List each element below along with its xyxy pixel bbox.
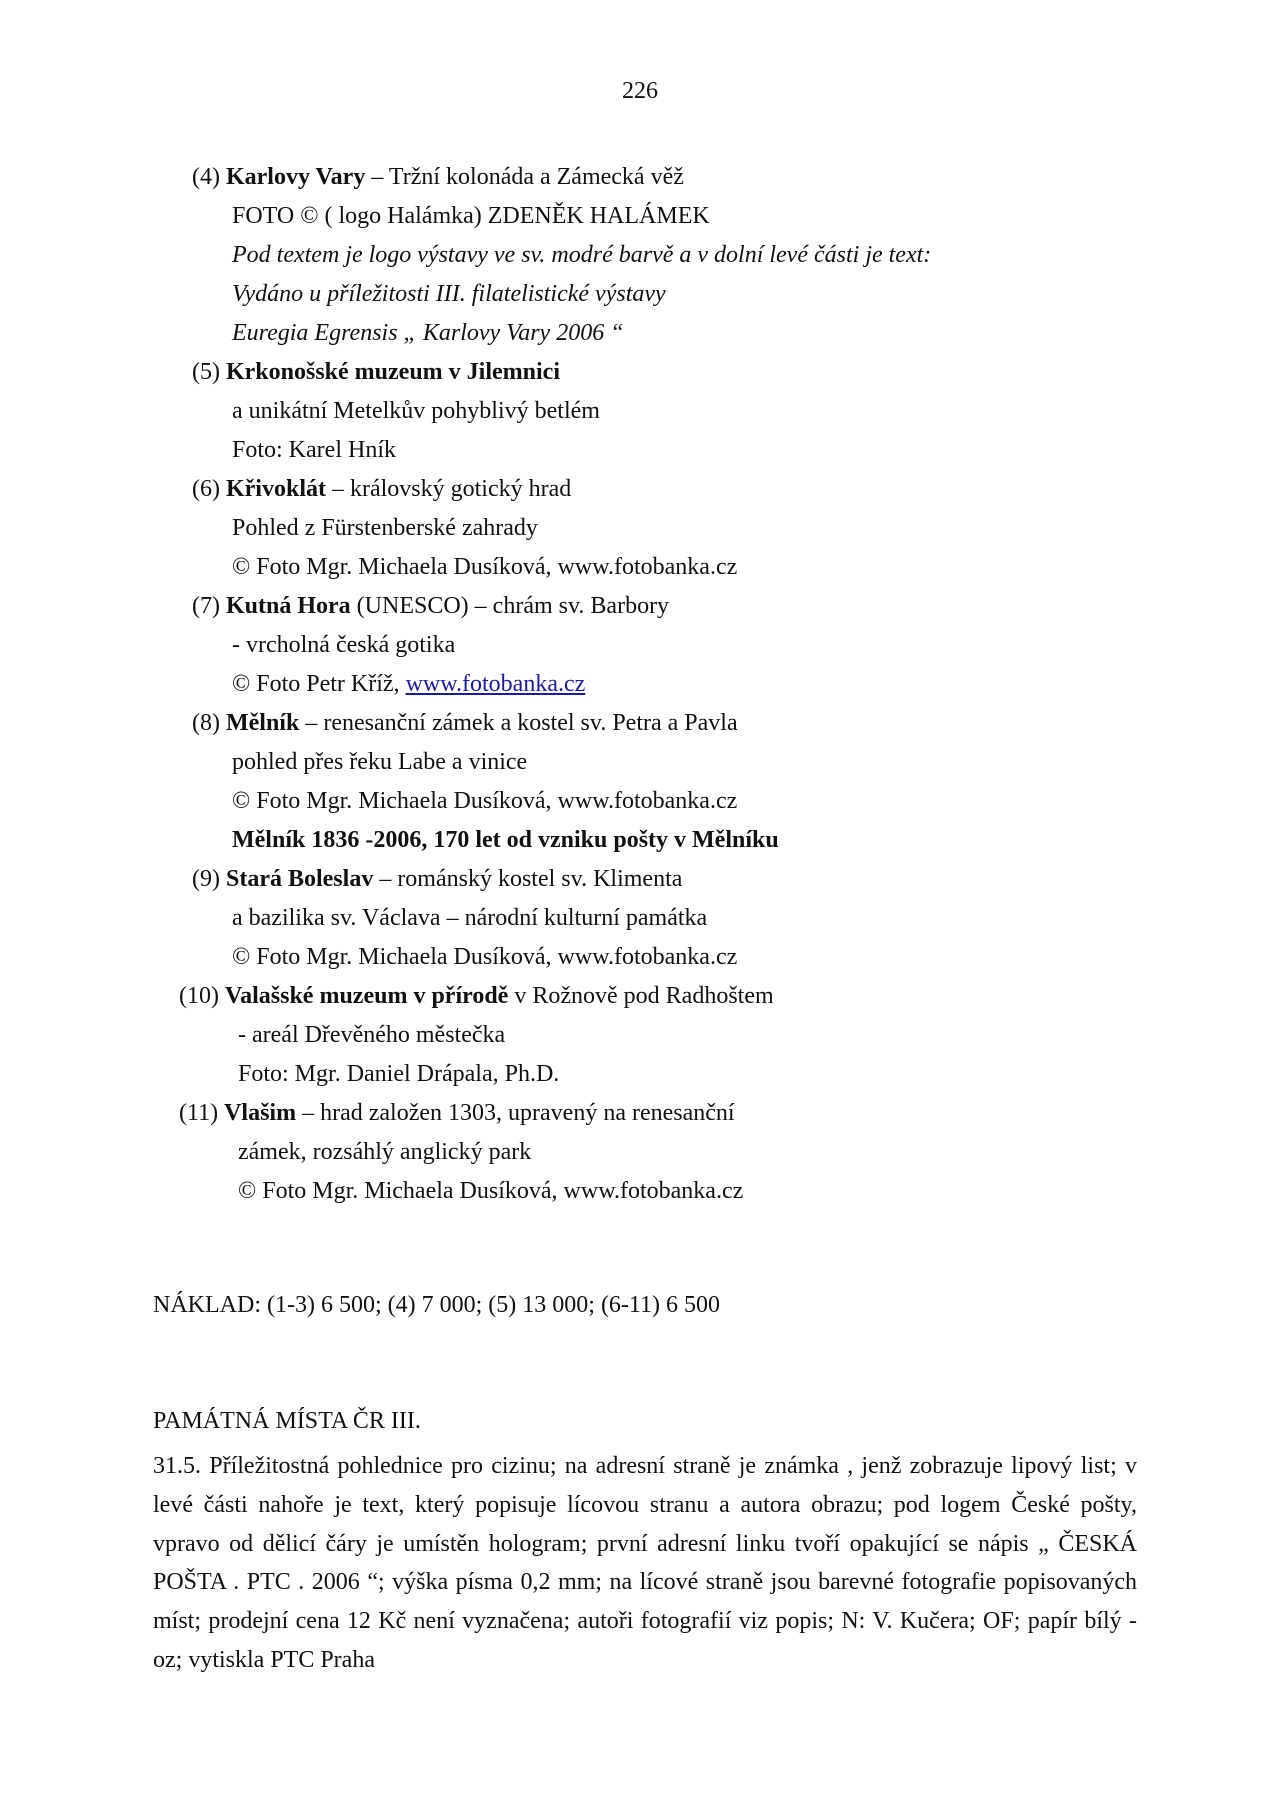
entry-number: (9) [192, 866, 220, 892]
entry-place: Kutná Hora [225, 593, 351, 619]
entry-line: zámek, rozsáhlý anglický park [238, 1139, 532, 1165]
entry-place: Mělník [225, 710, 300, 736]
entry-description: – románský kostel sv. Klimenta [373, 866, 683, 892]
entry-place: Karlovy Vary [225, 164, 366, 190]
entry-description: (UNESCO) – chrám sv. Barbory [350, 593, 670, 619]
entry-line: - areál Dřevěného městečka [238, 1022, 506, 1048]
entry-number: (8) [192, 710, 220, 736]
entry-place: Stará Boleslav [225, 866, 374, 892]
entry-note: Euregia Egrensis „ Karlovy Vary 2006 “ [232, 320, 624, 346]
entry-4-heading [192, 162, 684, 192]
entry-description: – královský gotický hrad [325, 476, 572, 502]
entry-bold-line: Mělník 1836 -2006, 170 let od vzniku pošty v Mělníku [232, 827, 779, 853]
entry-place: Vlašim [224, 1100, 297, 1126]
entry-description: v Rožnově pod Radhoštem [508, 983, 774, 1009]
entry-5-heading [192, 357, 560, 387]
entry-10-heading [179, 981, 774, 1011]
entry-line: a unikátní Metelkův pohyblivý betlém [232, 398, 600, 424]
entry-description: – hrad založen 1303, upravený na renesanční [296, 1100, 735, 1126]
section-heading: PAMÁTNÁ MÍSTA ČR III. [153, 1408, 421, 1434]
entry-number: (7) [192, 593, 220, 619]
entry-8-heading [192, 708, 738, 738]
entry-number: (11) [179, 1100, 219, 1126]
entry-credit-text: © Foto Petr Kříž, [232, 671, 406, 697]
entry-6-heading [192, 474, 571, 504]
entry-line: pohled přes řeku Labe a vinice [232, 749, 528, 775]
entry-7-heading [192, 591, 669, 621]
entry-line: Pohled z Fürstenberské zahrady [232, 515, 538, 541]
entry-line: © Foto Mgr. Michaela Dusíková, www.fotobanka.cz [232, 554, 738, 580]
entry-line: Foto: Karel Hník [232, 437, 396, 463]
entry-number: (6) [192, 476, 220, 502]
entry-line: - vrcholná česká gotika [232, 632, 456, 658]
entry-description: – renesanční zámek a kostel sv. Petra a Pavla [299, 710, 738, 736]
page-number: 226 [622, 78, 658, 104]
entry-line: a bazilika sv. Václava – národní kulturní památka [232, 905, 708, 931]
entry-9-heading [192, 864, 682, 894]
fotobanka-link[interactable]: www.fotobanka.cz [405, 671, 586, 697]
entry-place: Krkonošské muzeum v Jilemnici [225, 359, 560, 385]
entry-line: FOTO © ( logo Halámka) ZDENĚK HALÁMEK [232, 203, 710, 229]
entry-note: Pod textem je logo výstavy ve sv. modré barvě a v dolní levé části je text: [232, 242, 932, 268]
entry-11-heading [179, 1098, 735, 1128]
entry-place: Valašské muzeum v přírodě [224, 983, 509, 1009]
entry-number: (10) [179, 983, 219, 1009]
entry-line: © Foto Mgr. Michaela Dusíková, www.fotobanka.cz [238, 1178, 744, 1204]
entry-line: Foto: Mgr. Daniel Drápala, Ph.D. [238, 1061, 560, 1087]
entry-description: – Tržní kolonáda a Zámecká věž [365, 164, 684, 190]
entry-place: Křivoklát [225, 476, 326, 502]
print-run-line: NÁKLAD: (1-3) 6 500; (4) 7 000; (5) 13 000; (6-11) 6 500 [153, 1292, 721, 1318]
entry-note: Vydáno u příležitosti III. filatelistické výstavy [232, 281, 666, 307]
entry-number: (4) [192, 164, 220, 190]
entry-line: © Foto Mgr. Michaela Dusíková, www.fotobanka.cz [232, 944, 738, 970]
entry-credit-line [232, 669, 585, 699]
entry-number: (5) [192, 359, 220, 385]
description-paragraph: 31.5. Příležitostná pohlednice pro cizinu; na adresní straně je známka , jenž zobrazuje lipový list; v levé části nahoře je text, který popisuje lícovou stranu a autora obrazu; pod logem České pošty, vpravo od dělicí čáry je umístěn hologram; první adresní linku tvoří opakující se nápis „ ČESKÁ POŠTA . PTC . 2006 “; výška písma 0,2 mm; na lícové straně jsou barevné fotografie popisovaných míst; prodejní cena 12 Kč není vyznačena; autoři fotografií viz popis; N: V. Kučera; OF; papír bílý - oz; vytiskla PTC Praha [153, 1453, 1137, 1673]
entry-line: © Foto Mgr. Michaela Dusíková, www.fotobanka.cz [232, 788, 738, 814]
